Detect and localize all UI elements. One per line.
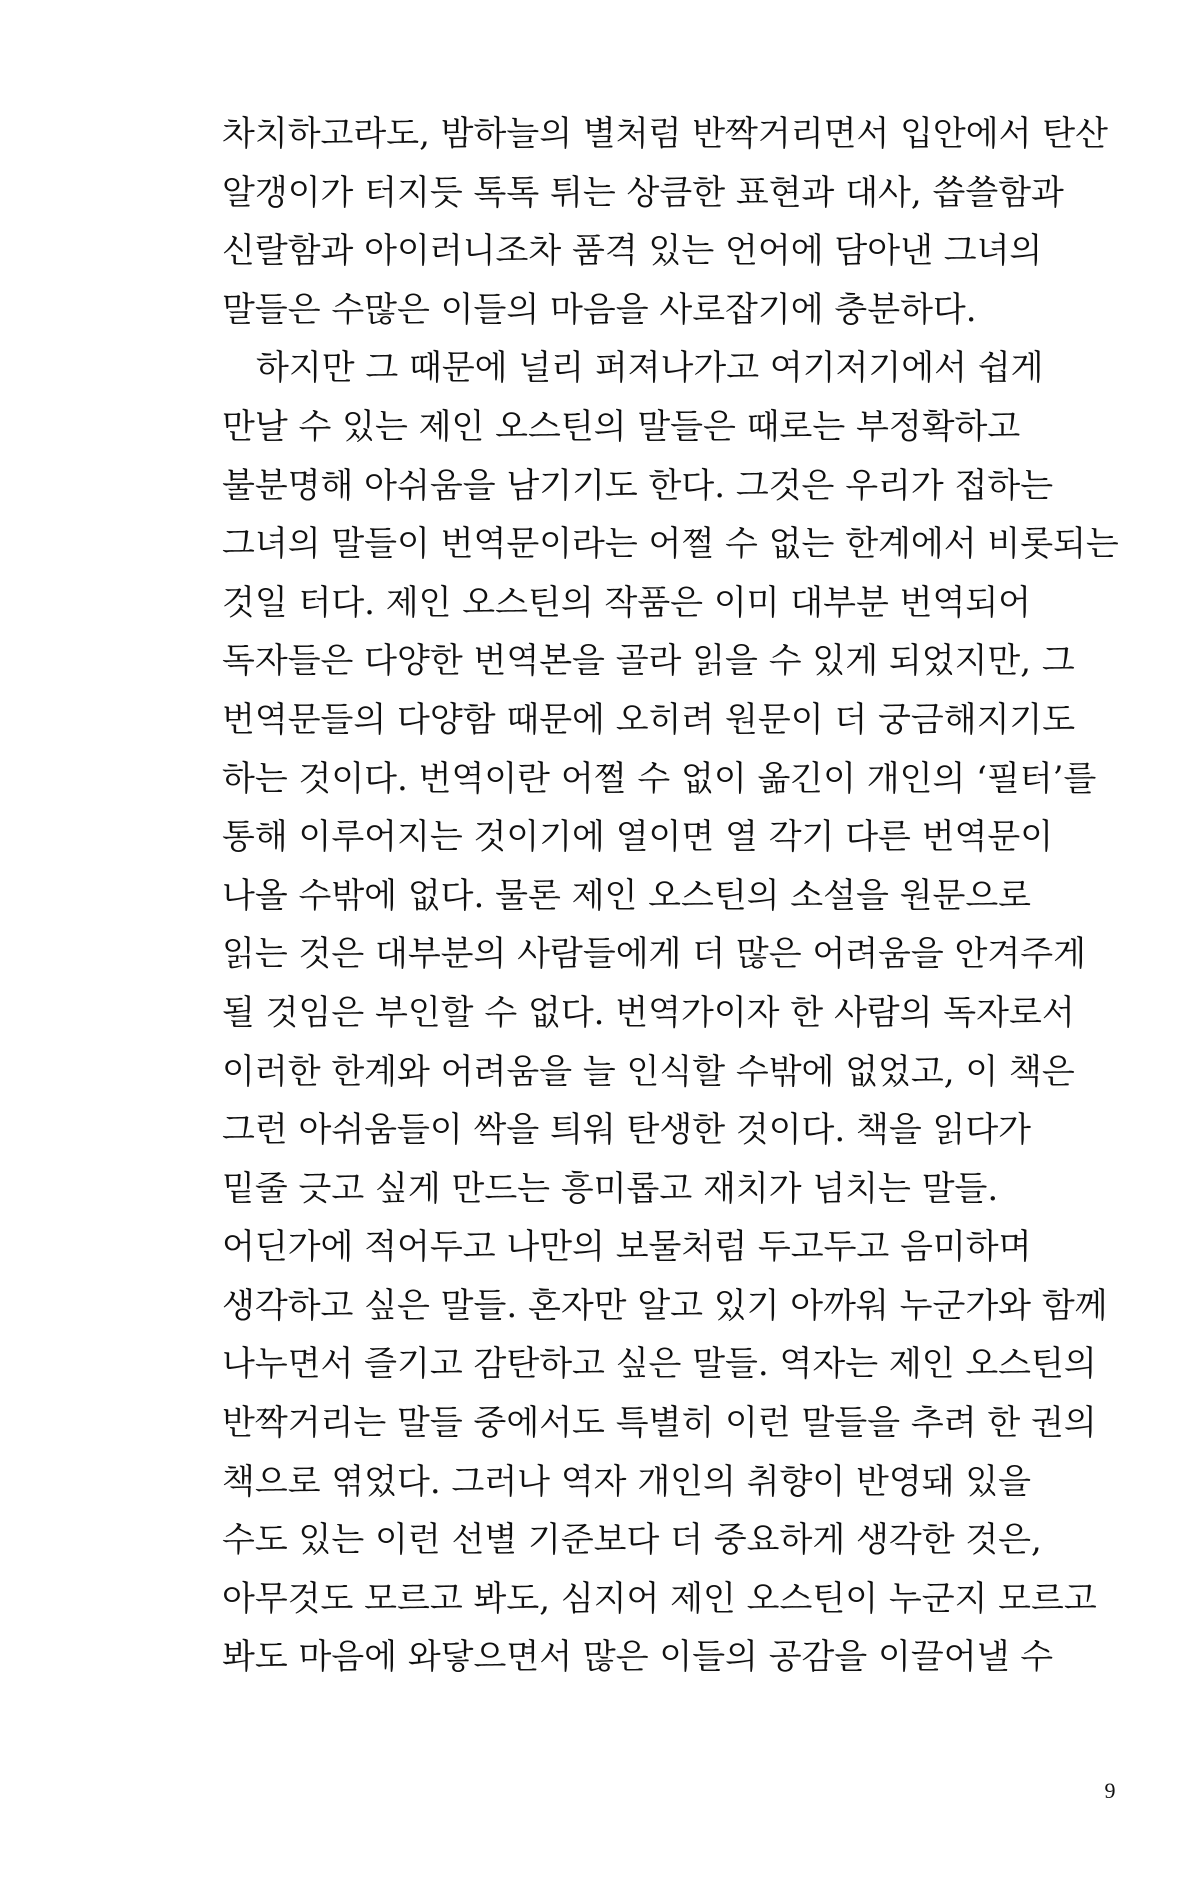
body-text	[222, 105, 1119, 1687]
text-line: 생각하고 싶은 말들. 혼자만 알고 있기 아까워 누군가와 함께	[222, 1285, 1108, 1326]
text-line: 수도 있는 이런 선별 기준보다 더 중요하게 생각한 것은,	[222, 1520, 1042, 1561]
text-line: 불분명해 아쉬움을 남기기도 한다. 그것은 우리가 접하는	[222, 465, 1054, 506]
text-line: 알갱이가 터지듯 톡톡 튀는 상큼한 표현과 대사, 씁쓸함과	[222, 172, 1064, 213]
paragraph-first-line: 하지만 그 때문에 널리 퍼져나가고 여기저기에서 쉽게	[256, 348, 1044, 389]
text-line: 하는 것이다. 번역이란 어쩔 수 없이 옮긴이 개인의 ‘필터’를	[222, 758, 1097, 799]
page-number: 9	[1104, 1778, 1116, 1803]
text-line: 어딘가에 적어두고 나만의 보물처럼 두고두고 음미하며	[222, 1227, 1032, 1268]
text-line: 번역문들의 다양함 때문에 오히려 원문이 더 궁금해지기도	[222, 699, 1076, 740]
text-line: 이러한 한계와 어려움을 늘 인식할 수밖에 없었고, 이 책은	[222, 1051, 1075, 1092]
text-line: 될 것임은 부인할 수 없다. 번역가이자 한 사람의 독자로서	[222, 992, 1075, 1033]
text-line: 차치하고라도, 밤하늘의 별처럼 반짝거리면서 입안에서 탄산	[222, 114, 1108, 154]
text-line: 책으로 엮었다. 그러나 역자 개인의 취향이 반영돼 있을	[222, 1461, 1032, 1502]
text-line: 밑줄 긋고 싶게 만드는 흥미롭고 재치가 넘치는 말들.	[222, 1168, 999, 1209]
text-line: 나올 수밖에 없다. 물론 제인 오스틴의 소설을 원문으로	[222, 875, 1032, 916]
text-line: 나누면서 즐기고 감탄하고 싶은 말들. 역자는 제인 오스틴의	[222, 1344, 1097, 1385]
text-line: 말들은 수많은 이들의 마음을 사로잡기에 충분하다.	[222, 289, 977, 330]
text-line: 그녀의 말들이 번역문이라는 어쩔 수 없는 한계에서 비롯되는	[222, 524, 1119, 565]
text-line: 신랄함과 아이러니조차 품격 있는 언어에 담아낸 그녀의	[222, 231, 1043, 272]
text-line: 반짝거리는 말들 중에서도 특별히 이런 말들을 추려 한 권의	[222, 1403, 1097, 1444]
text-line: 것일 터다. 제인 오스틴의 작품은 이미 대부분 번역되어	[222, 582, 1032, 623]
text-line: 읽는 것은 대부분의 사람들에게 더 많은 어려움을 안겨주게	[222, 934, 1086, 975]
text-line: 봐도 마음에 와닿으면서 많은 이들의 공감을 이끌어낼 수	[222, 1637, 1054, 1678]
text-line: 통해 이루어지는 것이기에 열이면 열 각기 다른 번역문이	[222, 817, 1054, 858]
text-line: 만날 수 있는 제인 오스틴의 말들은 때로는 부정확하고	[222, 406, 1021, 447]
text-line: 독자들은 다양한 번역본을 골라 읽을 수 있게 되었지만, 그	[222, 641, 1075, 682]
text-line: 아무것도 모르고 봐도, 심지어 제인 오스틴이 누군지 모르고	[222, 1578, 1097, 1619]
text-line: 그런 아쉬움들이 싹을 틔워 탄생한 것이다. 책을 읽다가	[222, 1110, 1032, 1151]
